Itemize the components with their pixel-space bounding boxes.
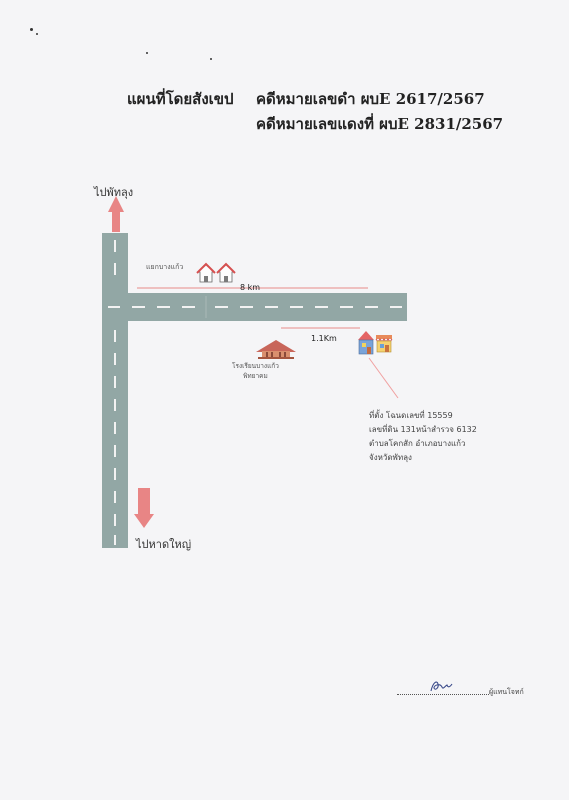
market-label: แยกบางแก้ว (146, 263, 184, 271)
school-icon (256, 340, 296, 359)
arrow-up-icon (108, 196, 124, 232)
main-distance-label: 8 km (240, 283, 261, 292)
shop-icon (376, 335, 392, 352)
house-icon (197, 264, 215, 282)
property-address (369, 409, 477, 465)
main-road-horizontal (102, 293, 407, 321)
shop-icon (358, 331, 374, 354)
address-line: จังหวัดพัทลุง (369, 453, 412, 462)
house-icon (217, 264, 235, 282)
black-case-number: คดีหมายเลขดำ ผบE 2617/2567 (256, 90, 485, 108)
signature-role: ผู้แทนโจทก์ (489, 688, 524, 696)
school-label: โรงเรียนบางแก้ว พิทยาคม (232, 362, 279, 380)
address-line: ตำบลโคกสัก อำเภอบางแก้ว (369, 439, 466, 448)
north-destination-label: ไปพัทลุง (94, 186, 134, 199)
south-destination-label: ไปหาดใหญ่ (136, 538, 192, 551)
red-case-number: คดีหมายเลขแดงที่ ผบE 2831/2567 (256, 115, 504, 133)
signature-mark (428, 678, 454, 694)
signature-line (397, 694, 489, 695)
address-line: ที่ตั้ง โฉนดเลขที่ 15559 (369, 411, 453, 420)
address-pointer (369, 358, 398, 398)
address-line: เลขที่ดิน 131หน้าสำรวจ 6132 (369, 425, 477, 434)
arrow-down-icon (134, 488, 154, 528)
branch-distance-label: 1.1Km (311, 334, 337, 343)
page-title: แผนที่โดยสังเขป (127, 90, 234, 108)
